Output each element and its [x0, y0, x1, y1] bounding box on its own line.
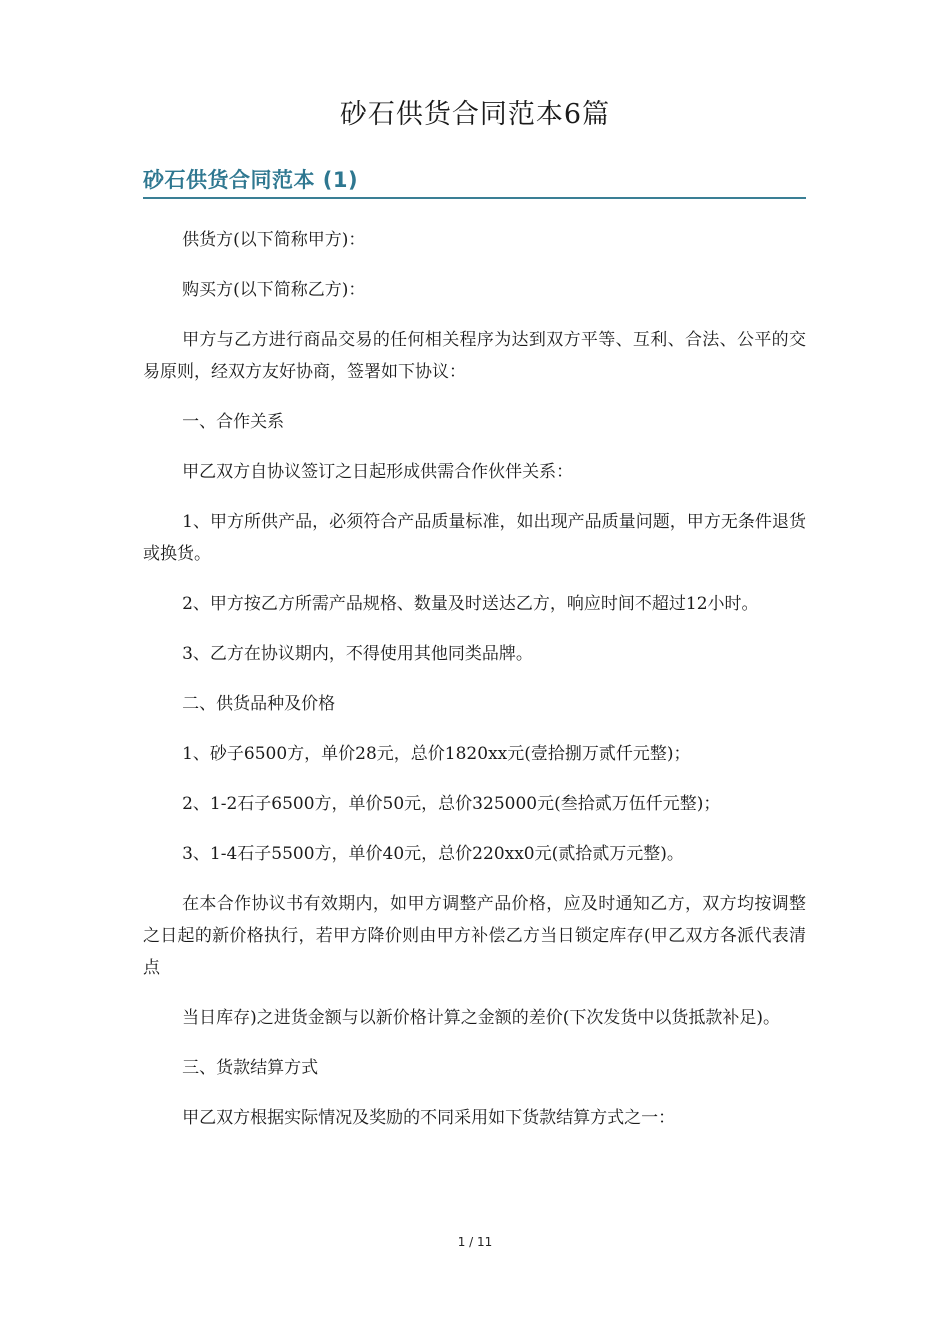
- clause-heading-cooperation: 一、合作关系: [182, 412, 285, 432]
- list-item: 1、砂子6500方，单价28元，总价1820xx元(壹拾捌万贰仟元整)；: [182, 744, 691, 764]
- list-item: 2、1-2石子6500方，单价50元，总价325000元(叁拾贰万伍仟元整)；: [182, 794, 721, 814]
- paragraph: 在本合作协议书有效期内，如甲方调整产品价格，应及时通知乙方，双方均按调整之日起的新价格执行，若甲方降价则由甲方补偿乙方当日锁定库存(甲乙双方各派代表清点: [143, 894, 806, 978]
- paragraph: 甲乙双方自协议签订之日起形成供需合作伙伴关系：: [182, 462, 574, 482]
- list-item: 2、甲方按乙方所需产品规格、数量及时送达乙方，响应时间不超过12小时。: [182, 594, 759, 614]
- paragraph: 甲乙双方根据实际情况及奖励的不同采用如下货款结算方式之一：: [182, 1108, 676, 1128]
- clause-heading-products-prices: 二、供货品种及价格: [182, 694, 336, 714]
- section-heading: [143, 163, 806, 199]
- document-title: 砂石供货合同范本6篇: [339, 99, 611, 130]
- paragraph-buyer: 购买方(以下简称乙方)：: [182, 280, 366, 300]
- section-heading-text: 砂石供货合同范本 (1): [143, 168, 359, 192]
- clause-heading-settlement: 三、货款结算方式: [182, 1058, 319, 1078]
- page-number: 1 / 11: [457, 1235, 493, 1249]
- list-item: 1、甲方所供产品，必须符合产品质量标准，如出现产品质量问题，甲方无条件退货或换货。: [143, 512, 806, 564]
- paragraph: 当日库存)之进货金额与以新价格计算之金额的差价(下次发货中以货抵款补足)。: [182, 1008, 780, 1028]
- paragraph-preamble: 甲方与乙方进行商品交易的任何相关程序为达到双方平等、互利、合法、公平的交易原则，经双方友好协商，签署如下协议：: [143, 330, 806, 382]
- paragraph-supplier: 供货方(以下简称甲方)：: [182, 230, 366, 250]
- document-body: [143, 224, 806, 1152]
- list-item: 3、1-4石子5500方，单价40元，总价220xx0元(贰拾贰万元整)。: [182, 844, 684, 864]
- list-item: 3、乙方在协议期内，不得使用其他同类品牌。: [182, 644, 533, 664]
